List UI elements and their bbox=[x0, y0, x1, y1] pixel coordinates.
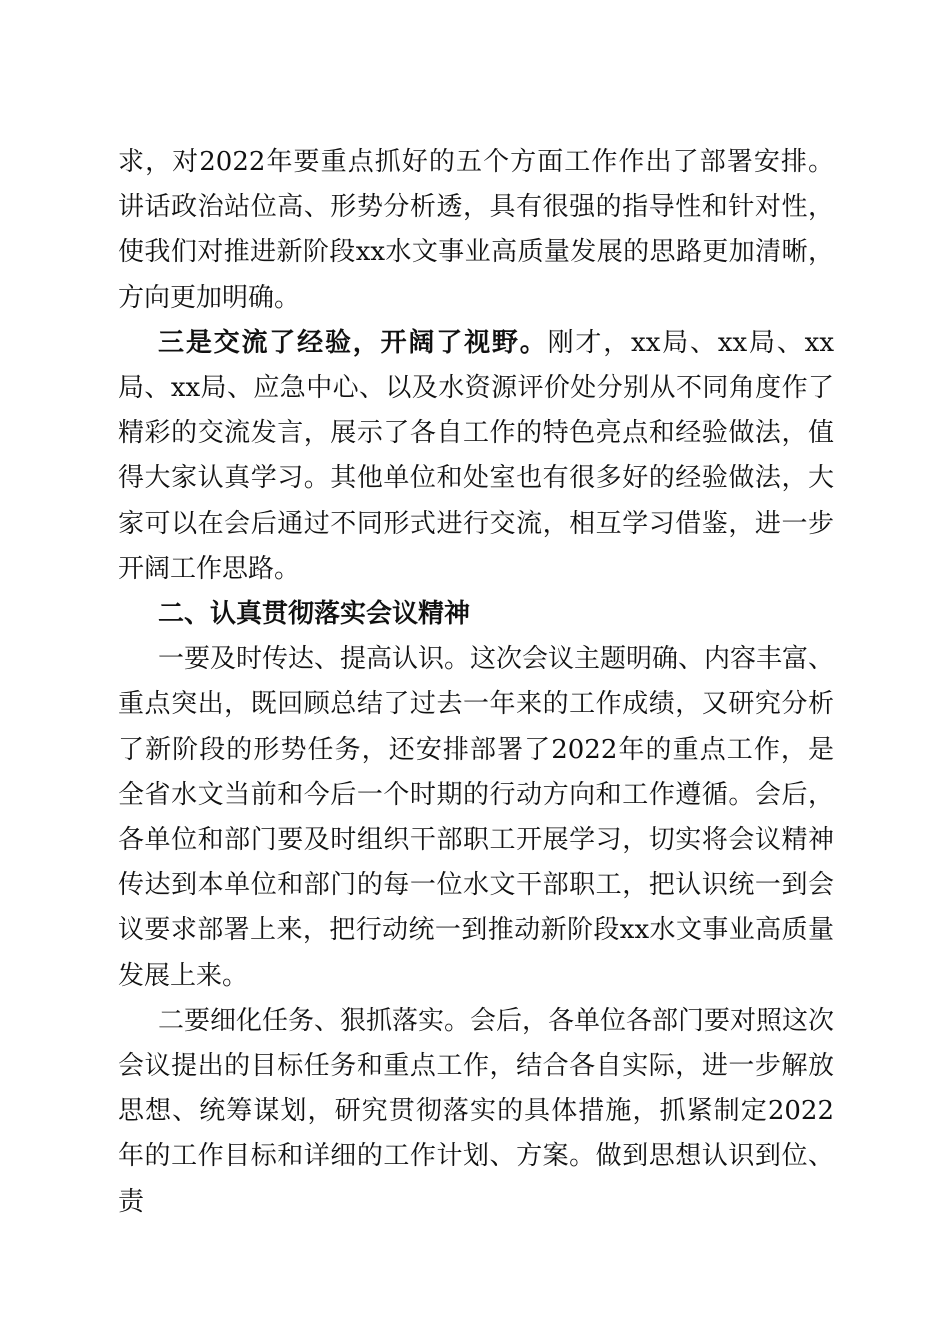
section-heading: 二、认真贯彻落实会议精神 bbox=[158, 599, 471, 630]
paragraph-refine-tasks: 二要细化任务、狠抓落实。会后，各单位各部门要对照这次会议提出的目标任务和重点工作，结合各自实际，进一步解放思想、统筹谋划，研究贯彻落实的具体措施，抓紧制定2022年的工作目标和详细的工作计划、方案。做到思想认识到位、责 bbox=[118, 1005, 835, 1217]
document-body bbox=[118, 140, 834, 1225]
paragraph-exchange-experience bbox=[118, 321, 834, 592]
paragraph-lead-sentence: 三是交流了经验，开阔了视野。 bbox=[158, 327, 548, 358]
paragraph-body-text: 刚才，xx局、xx局、xx局、xx局、应急中心、以及水资源评价处分别从不同角度作了精彩的交流发言，展示了各自工作的特色亮点和经验做法，值得大家认真学习。其他单位和处室也有很多好的经验做法，大家可以在会后通过不同形式进行交流，相互学习借鉴，进一步开阔工作思路。 bbox=[118, 327, 834, 584]
paragraph-convey-meeting-spirit: 一要及时传达、提高认识。这次会议主题明确、内容丰富、重点突出，既回顾总结了过去一年来的工作成绩，又研究分析了新阶段的形势任务，还安排部署了2022年的重点工作，是全省水文当前和今后一个时期的行动方向和工作遵循。会后，各单位和部门要及时组织干部职工开展学习，切实将会议精神传达到本单位和部门的每一位水文干部职工，把认识统一到会议要求部署上来，把行动统一到推动新阶段xx水文事业高质量发展上来。 bbox=[118, 644, 835, 991]
paragraph-continuation: 求，对2022年要重点抓好的五个方面工作作出了部署安排。讲话政治站位高、形势分析透，具有很强的指导性和针对性，使我们对推进新阶段xx水文事业高质量发展的思路更加清晰，方向更加明确。 bbox=[118, 147, 834, 313]
